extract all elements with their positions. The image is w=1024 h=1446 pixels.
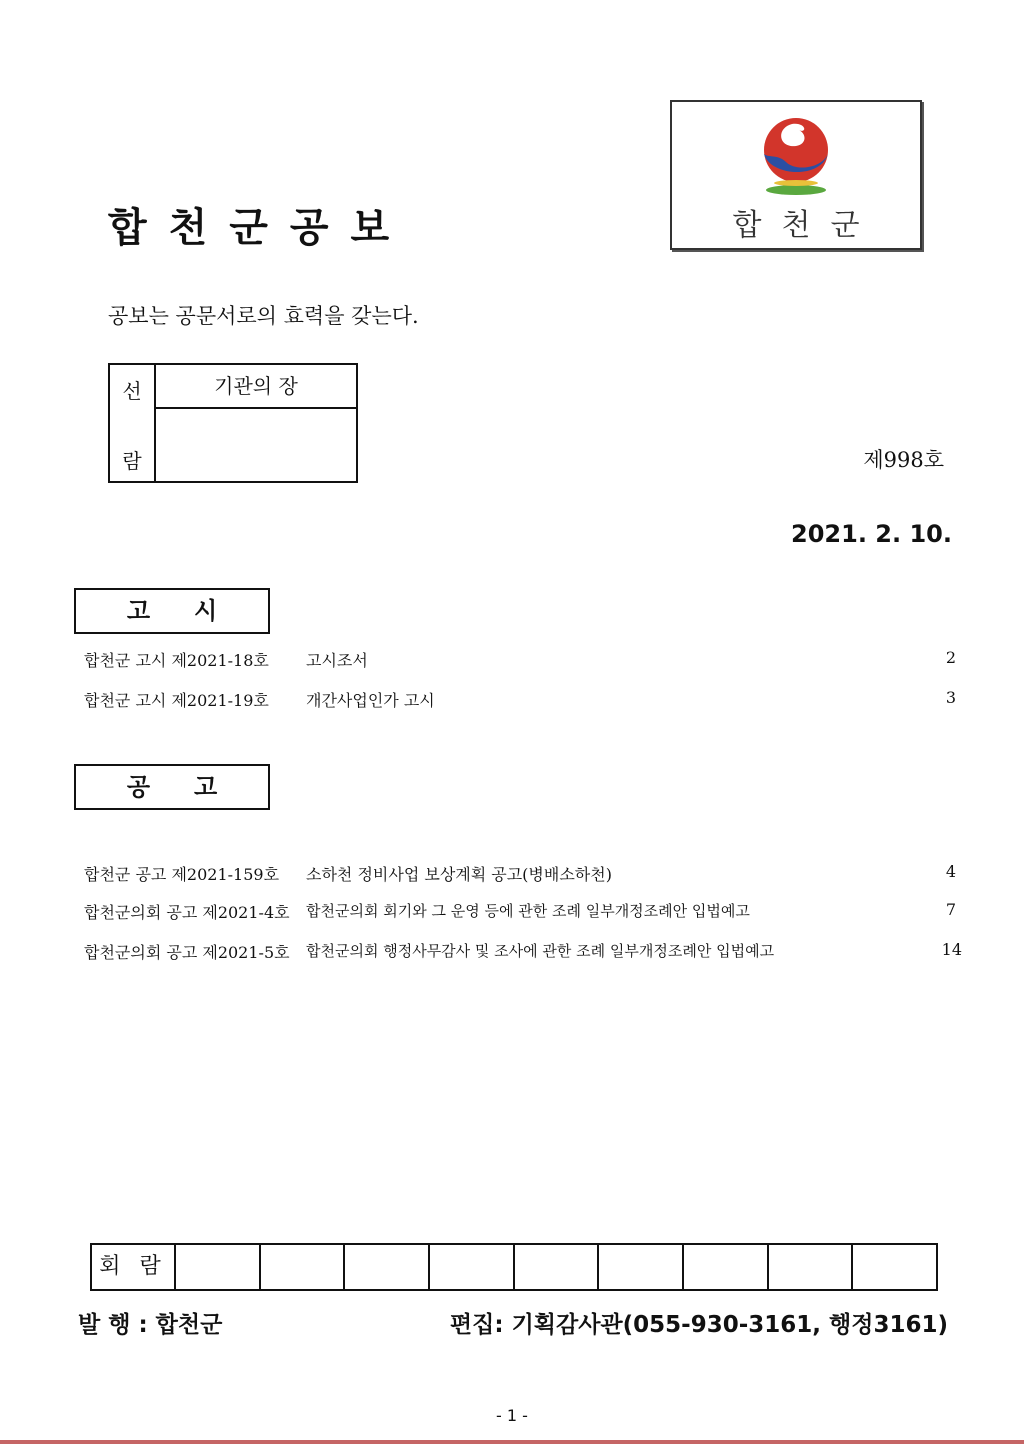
approval-heading: 기관의 장 (156, 365, 356, 409)
circulation-cell (599, 1245, 684, 1289)
approval-side-top: 선 (122, 379, 142, 403)
toc-title: 고시조서 (306, 651, 368, 670)
issue-date: 2021. 2. 10. (791, 520, 952, 548)
editor-contact: 편집: 기획감사관(055-930-3161, 행정3161) (449, 1312, 948, 1338)
toc-row[interactable] (84, 940, 962, 966)
circulation-label: 회 람 (92, 1245, 176, 1289)
approval-box (108, 363, 358, 483)
bottom-divider (0, 1440, 1024, 1444)
publisher: 발 행 : 합천군 (78, 1312, 223, 1338)
toc-title: 개간사업인가 고시 (306, 691, 435, 710)
toc-title: 합천군의회 회기와 그 운영 등에 관한 조례 일부개정조례안 입법예고 (306, 902, 750, 920)
toc-source: 합천군 고시 제2021-19호 (84, 691, 269, 710)
gazette-subtitle: 공보는 공문서로의 효력을 갖는다. (108, 304, 419, 328)
toc-row[interactable] (84, 688, 962, 714)
circulation-table (90, 1243, 938, 1291)
toc-row[interactable] (84, 862, 962, 888)
approval-side (110, 365, 156, 481)
toc-source: 합천군 고시 제2021-18호 (84, 651, 269, 670)
toc-source: 합천군의회 공고 제2021-5호 (84, 943, 290, 962)
circulation-cell (261, 1245, 346, 1289)
toc-source: 합천군의회 공고 제2021-4호 (84, 903, 290, 922)
circulation-cell (176, 1245, 261, 1289)
circulation-cell (769, 1245, 854, 1289)
toc-page: 4 (945, 862, 956, 881)
gazette-title: 합천군공보 (108, 205, 412, 251)
toc-page: 2 (945, 648, 956, 667)
toc-row[interactable] (84, 900, 962, 926)
toc-title: 소하천 정비사업 보상계획 공고(병배소하천) (306, 865, 612, 884)
circulation-cell (345, 1245, 430, 1289)
issue-number: 제998호 (863, 448, 944, 472)
logo-text: 합천군 (732, 208, 880, 243)
approval-side-bottom: 람 (122, 449, 142, 473)
toc-page: 7 (945, 900, 956, 919)
section-header-notices: 고시 (74, 588, 270, 634)
toc-page: 3 (945, 688, 956, 707)
toc-row[interactable] (84, 648, 962, 674)
toc-title: 합천군의회 행정사무감사 및 조사에 관한 조례 일부개정조례안 입법예고 (306, 942, 775, 960)
circulation-cell (515, 1245, 600, 1289)
circulation-cell (684, 1245, 769, 1289)
county-logo-box (670, 100, 922, 250)
page-number: - 1 - (496, 1406, 528, 1425)
county-emblem-icon (756, 114, 836, 204)
toc-source: 합천군 공고 제2021-159호 (84, 865, 280, 884)
circulation-cell (853, 1245, 936, 1289)
toc-page: 14 (941, 940, 962, 959)
section-header-announcements: 공고 (74, 764, 270, 810)
circulation-cell (430, 1245, 515, 1289)
